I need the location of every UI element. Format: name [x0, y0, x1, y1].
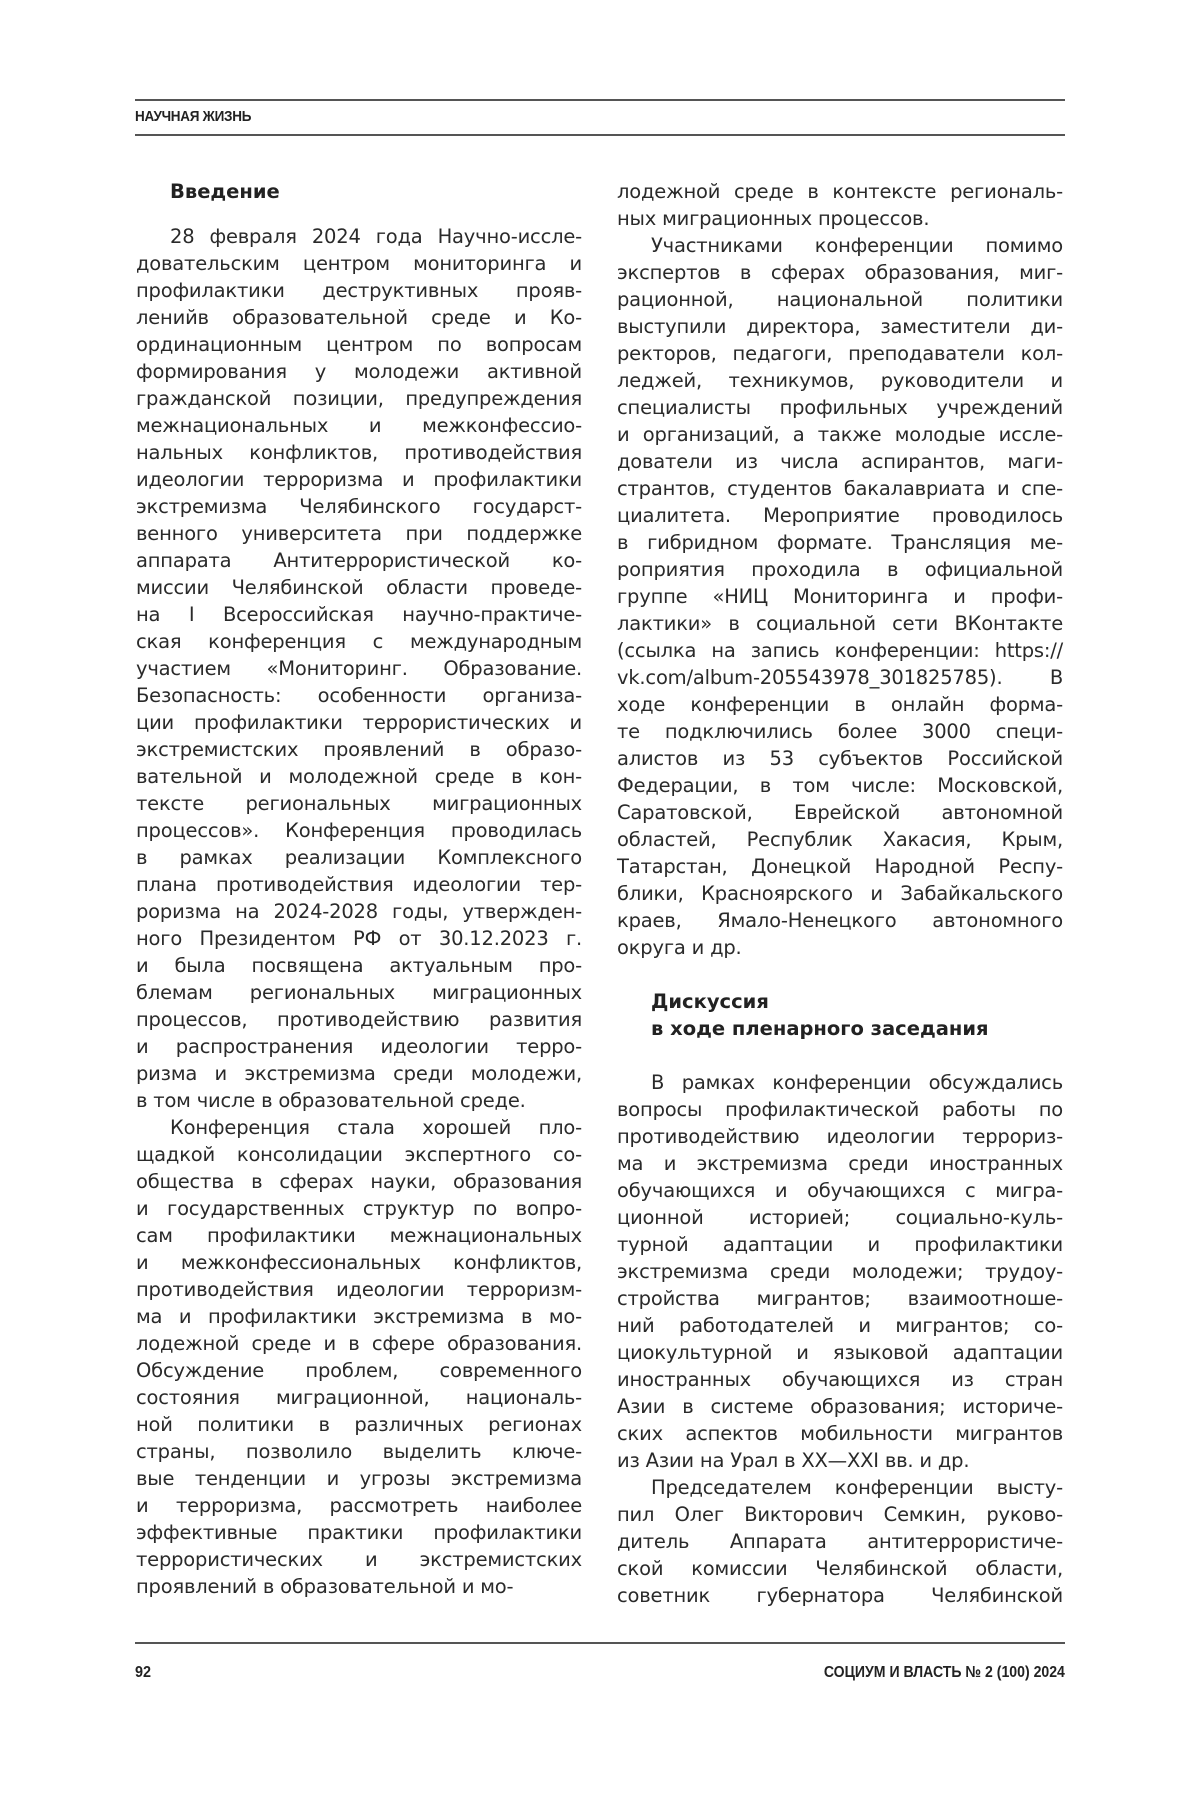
text-line: советник губернатора Челябинской [617, 1584, 1063, 1607]
text-line: аппарата Антитеррористической ко- [136, 549, 582, 572]
header-bottom-rule [135, 134, 1065, 136]
text-line: алистов из 53 субъектов Российской [617, 747, 1063, 770]
text-line: Председателем конференции высту- [651, 1476, 1063, 1499]
text-line: проявлений в образовательной и мо- [136, 1575, 514, 1598]
text-line: ных миграционных процессов. [617, 207, 930, 230]
text-line: состояния миграционной, националь- [136, 1386, 582, 1409]
text-line: тексте региональных миграционных [136, 792, 582, 815]
section-heading-discussion-line2: в ходе пленарного заседания [651, 1017, 989, 1040]
text-line: и государственных структур по вопро- [136, 1197, 582, 1220]
text-line: обучающихся и обучающихся с мигра- [617, 1179, 1063, 1202]
text-line: турной адаптации и профилактики [617, 1233, 1063, 1256]
text-line: ленийв образовательной среде и Ко- [136, 306, 582, 329]
text-line: Безопасность: особенности организа- [136, 684, 582, 707]
text-line: участием «Мониторинг. Образование. [136, 657, 582, 680]
text-line: областей, Республик Хакасия, Крым, [617, 828, 1063, 851]
text-line: процессов, противодействию развития [136, 1008, 582, 1031]
text-line: гражданской позиции, предупреждения [136, 387, 582, 410]
text-line: межнациональных и межконфессио- [136, 414, 582, 437]
text-line: странтов, студентов бакалавриата и спе- [617, 477, 1063, 500]
text-line: выступили директора, заместители ди- [617, 315, 1063, 338]
text-line: экстремизма Челябинского государст- [136, 495, 582, 518]
spacer [136, 205, 582, 223]
text-line: циокультурной и языковой адаптации [617, 1341, 1063, 1364]
text-line: Саратовской, Еврейской автономной [617, 801, 1063, 824]
text-line: В рамках конференции обсуждались [651, 1071, 1063, 1094]
text-line: и организаций, а также молодые иссле- [617, 423, 1063, 446]
text-line: профилактики деструктивных прояв- [136, 279, 582, 302]
text-line: роризма на 2024-2028 годы, утвержден- [136, 900, 582, 923]
running-head-section-title: НАУЧНАЯ ЖИЗНЬ [135, 108, 252, 125]
text-line: экстремизма среди молодежи; трудоу- [617, 1260, 1063, 1283]
text-line: Обсуждение проблем, современного [136, 1359, 582, 1382]
text-line: дователи из числа аспирантов, маги- [617, 450, 1063, 473]
text-line: ректоров, педагоги, преподаватели кол- [617, 342, 1063, 365]
text-line: вательной и молодежной среде в кон- [136, 765, 582, 788]
text-line: процессов». Конференция проводилась [136, 819, 582, 842]
text-line: леджей, техникумов, руководители и [617, 369, 1063, 392]
text-line: (ссылка на запись конференции: https:// [617, 639, 1063, 662]
text-line: общества в сферах науки, образования [136, 1170, 582, 1193]
text-line: плана противодействия идеологии тер- [136, 873, 582, 896]
left-column [136, 178, 582, 1600]
text-line: экспертов в сферах образования, миг- [617, 261, 1063, 284]
text-line: ционной историей; социально-куль- [617, 1206, 1063, 1229]
text-line: те подключились более 3000 специ- [617, 720, 1063, 743]
text-line: лактики» в социальной сети ВКонтакте [617, 612, 1063, 635]
text-line: экстремистских проявлений в образо- [136, 738, 582, 761]
text-line: циалитета. Мероприятие проводилось [617, 504, 1063, 527]
text-line: рационной, национальной политики [617, 288, 1063, 311]
text-line: дитель Аппарата антитеррористиче- [617, 1530, 1063, 1553]
text-line: страны, позволило выделить ключе- [136, 1440, 582, 1463]
text-line: из Азии на Урал в XX—XXI вв. и др. [617, 1449, 970, 1472]
text-line: ских аспектов мобильности мигрантов [617, 1422, 1063, 1445]
section-heading-discussion-line1: Дискуссия [651, 990, 769, 1013]
text-line: формирования у молодежи активной [136, 360, 582, 383]
text-line: Участниками конференции помимо [651, 234, 1063, 257]
text-line: ской комиссии Челябинской области, [617, 1557, 1063, 1580]
text-line: роприятия проходила в официальной [617, 558, 1063, 581]
text-line: и межконфессиональных конфликтов, [136, 1251, 582, 1274]
paragraph-discussion-topics [617, 1069, 1063, 1474]
text-line: нальных конфликтов, противодействия [136, 441, 582, 464]
text-line: Азии в системе образования; историче- [617, 1395, 1063, 1418]
text-line: и была посвящена актуальным про- [136, 954, 582, 977]
text-line: ординационным центром по вопросам [136, 333, 582, 356]
text-line: противодействию идеологии террориз- [617, 1125, 1063, 1148]
paragraph-conference-platform [136, 1114, 582, 1600]
text-line: vk.com/album-205543978_301825785). В [617, 666, 1063, 689]
text-line: специалисты профильных учреждений [617, 396, 1063, 419]
text-line: ма и экстремизма среди иностранных [617, 1152, 1063, 1175]
text-line: ний работодателей и мигрантов; со- [617, 1314, 1063, 1337]
text-line: террористических и экстремистских [136, 1548, 582, 1571]
text-line: 28 февраля 2024 года Научно-иссле- [170, 225, 582, 248]
text-line: стройства мигрантов; взаимоотноше- [617, 1287, 1063, 1310]
text-line: пил Олег Викторович Семкин, руково- [617, 1503, 1063, 1526]
text-line: Федерации, в том числе: Московской, [617, 774, 1063, 797]
spacer [617, 961, 1063, 988]
text-line: вые тенденции и угрозы экстремизма [136, 1467, 582, 1490]
text-line: идеологии терроризма и профилактики [136, 468, 582, 491]
text-line: щадкой консолидации экспертного со- [136, 1143, 582, 1166]
text-line: ной политики в различных регионах [136, 1413, 582, 1436]
text-line: Конференция стала хорошей пло- [170, 1116, 582, 1139]
text-line: ризма и экстремизма среди молодежи, [136, 1062, 582, 1085]
text-line: иностранных обучающихся из стран [617, 1368, 1063, 1391]
text-line: Татарстан, Донецкой Народной Респу- [617, 855, 1063, 878]
text-line: блемам региональных миграционных [136, 981, 582, 1004]
text-line: миссии Челябинской области проведе- [136, 576, 582, 599]
spacer [617, 1042, 1063, 1069]
text-line: группе «НИЦ Мониторинга и профи- [617, 585, 1063, 608]
text-line: сам профилактики межнациональных [136, 1224, 582, 1247]
text-line: вопросы профилактической работы по [617, 1098, 1063, 1121]
text-line: на I Всероссийская научно-практиче- [136, 603, 582, 626]
text-line: ская конференция с международным [136, 630, 582, 653]
text-line: довательским центром мониторинга и [136, 252, 582, 275]
text-line: блики, Красноярского и Забайкальского [617, 882, 1063, 905]
right-column [617, 178, 1063, 1609]
text-line: лодежной среде и в сфере образования. [136, 1332, 582, 1355]
text-line: краев, Ямало-Ненецкого автономного [617, 909, 1063, 932]
text-line: округа и др. [617, 936, 742, 959]
header-top-rule [135, 99, 1065, 101]
journal-issue: СОЦИУМ И ВЛАСТЬ № 2 (100) 2024 [823, 1664, 1065, 1681]
text-line: противодействия идеологии терроризм- [136, 1278, 582, 1301]
text-line: ма и профилактики экстремизма в мо- [136, 1305, 582, 1328]
text-line: в рамках реализации Комплексного [136, 846, 582, 869]
text-line: ного Президентом РФ от 30.12.2023 г. [136, 927, 582, 950]
text-line: в том числе в образовательной среде. [136, 1089, 526, 1112]
paragraph-intro [136, 223, 582, 1114]
text-line: ции профилактики террористических и [136, 711, 582, 734]
text-line: в гибридном формате. Трансляция ме- [617, 531, 1063, 554]
footer-rule [135, 1642, 1065, 1644]
paragraph-continuation [617, 178, 1063, 232]
text-line: лодежной среде в контексте региональ- [617, 180, 1063, 203]
paragraph-chairman [617, 1474, 1063, 1609]
page-number: 92 [135, 1664, 152, 1681]
text-line: эффективные практики профилактики [136, 1521, 582, 1544]
paragraph-participants [617, 232, 1063, 961]
section-heading-introduction: Введение [170, 180, 280, 203]
text-line: ходе конференции в онлайн форма- [617, 693, 1063, 716]
text-line: венного университета при поддержке [136, 522, 582, 545]
text-line: и терроризма, рассмотреть наиболее [136, 1494, 582, 1517]
text-line: и распространения идеологии терро- [136, 1035, 582, 1058]
